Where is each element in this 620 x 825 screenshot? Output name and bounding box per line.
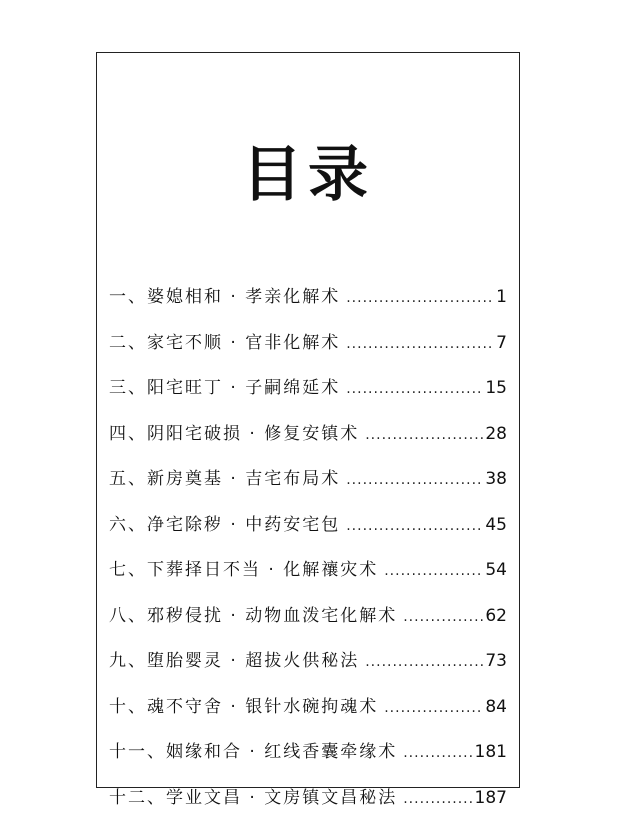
toc-entry-text: 六、净宅除秽 · 中药安宅包 — [109, 507, 340, 543]
toc-leader-dots — [346, 462, 483, 498]
toc-entry — [109, 643, 507, 689]
toc-page-number: 54 — [485, 552, 507, 588]
toc-leader-dots — [403, 735, 472, 771]
toc-leader-dots — [403, 599, 483, 635]
toc-entry-text: 十一、姻缘和合 · 红线香囊牵缘术 — [109, 734, 397, 770]
toc-page-number: 62 — [485, 598, 507, 634]
toc-page-number: 28 — [485, 416, 507, 452]
toc-page-number: 45 — [485, 507, 507, 543]
toc-entry-text: 八、邪秽侵扰 · 动物血泼宅化解术 — [109, 598, 397, 634]
toc-leader-dots — [346, 508, 483, 544]
toc-leader-dots — [384, 553, 483, 589]
toc-entry-text: 四、阴阳宅破损 · 修复安镇术 — [109, 416, 359, 452]
toc-entry — [109, 507, 507, 553]
toc-entry-text: 二、家宅不顺 · 官非化解术 — [109, 325, 340, 361]
toc-page-number: 181 — [475, 734, 507, 770]
document-page — [96, 52, 520, 788]
toc-entry — [109, 416, 507, 462]
toc-entry-text: 一、婆媳相和 · 孝亲化解术 — [109, 279, 340, 315]
toc-entry-text: 五、新房奠基 · 吉宅布局术 — [109, 461, 340, 497]
toc-page-number: 187 — [475, 780, 507, 816]
toc-entry — [109, 552, 507, 598]
toc-entry — [109, 598, 507, 644]
toc-entry-text: 十二、学业文昌 · 文房镇文昌秘法 — [109, 780, 397, 816]
toc-leader-dots — [346, 280, 494, 316]
toc-leader-dots — [346, 326, 494, 362]
toc-entry — [109, 689, 507, 735]
toc-entry — [109, 279, 507, 325]
toc-entry-text: 九、堕胎婴灵 · 超拔火供秘法 — [109, 643, 359, 679]
toc-entry — [109, 370, 507, 416]
toc-leader-dots — [365, 417, 483, 453]
toc-leader-dots — [365, 644, 483, 680]
toc-entry-text: 七、下葬择日不当 · 化解禳灾术 — [109, 552, 378, 588]
toc-page-number: 15 — [485, 370, 507, 406]
toc-page-number: 73 — [485, 643, 507, 679]
toc-entry-text: 三、阳宅旺丁 · 子嗣绵延术 — [109, 370, 340, 406]
toc-title: 目录 — [97, 145, 519, 205]
toc-entry-text: 十、魂不守舍 · 银针水碗拘魂术 — [109, 689, 378, 725]
toc-entry — [109, 325, 507, 371]
toc-leader-dots — [384, 690, 483, 726]
toc-page-number: 38 — [485, 461, 507, 497]
toc-entry — [109, 780, 507, 825]
toc-list — [109, 279, 507, 825]
toc-entry — [109, 461, 507, 507]
toc-page-number: 84 — [485, 689, 507, 725]
toc-leader-dots — [403, 781, 472, 817]
toc-leader-dots — [346, 371, 483, 407]
toc-page-number: 7 — [496, 325, 507, 361]
toc-entry — [109, 734, 507, 780]
toc-page-number: 1 — [496, 279, 507, 315]
